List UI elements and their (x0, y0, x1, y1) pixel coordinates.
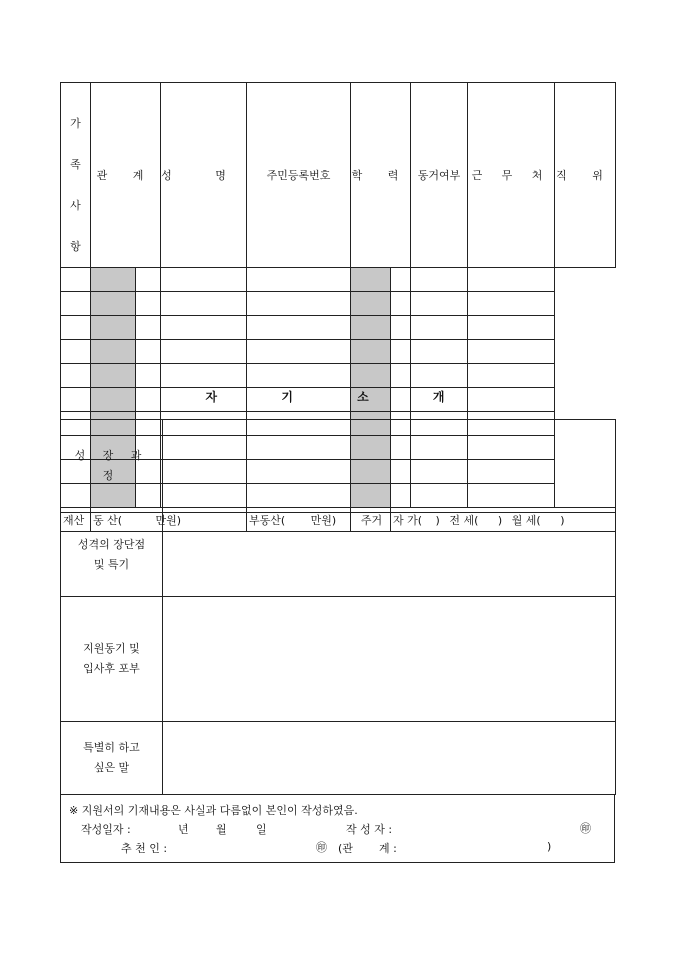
family-cell-cohabiting[interactable] (391, 292, 411, 316)
family-cell-workplace[interactable] (411, 364, 468, 388)
family-cell-education[interactable] (247, 268, 351, 292)
header-cohabiting: 동거여부 (411, 83, 468, 268)
intro-field-growth[interactable] (163, 420, 616, 513)
family-cell-relation[interactable] (61, 268, 91, 292)
family-cell-education[interactable] (247, 364, 351, 388)
family-cell-workplace[interactable] (411, 340, 468, 364)
declaration-note: ※ 지원서의 기재내용은 사실과 다름없이 본인이 작성하였음. (69, 804, 358, 817)
own-close: ) (435, 513, 440, 527)
family-row (61, 292, 616, 316)
intro-label-motivation (61, 597, 163, 722)
family-cell-education-gray (351, 340, 391, 364)
intro-row-motivation (61, 597, 616, 722)
family-header-row (61, 83, 616, 268)
real-estate-label: 부동산( (249, 513, 286, 527)
label-line: 싶은 말 (93, 761, 130, 774)
family-cell-relation-gray (91, 340, 136, 364)
family-cell-position[interactable] (468, 364, 555, 388)
self-intro-title: 자 기 소 개 (205, 390, 475, 404)
family-cell-relation[interactable] (61, 292, 91, 316)
relation-label-2: 계 : (379, 842, 397, 855)
header-workplace: 근 무 처 (468, 83, 555, 268)
family-cell-name[interactable] (136, 268, 161, 292)
label-line: 지원동기 및 (83, 642, 140, 655)
intro-row-remarks (61, 722, 616, 795)
jeonse-option: 전 세( (449, 513, 479, 527)
family-cell-id-number[interactable] (161, 268, 247, 292)
self-intro-table (60, 419, 616, 795)
recommender-label: 추 천 인 : (121, 842, 168, 855)
family-cell-education[interactable] (247, 292, 351, 316)
family-cell-relation[interactable] (61, 364, 91, 388)
label-line: 성격의 장단점 (77, 537, 146, 551)
family-row (61, 364, 616, 388)
relation-close: ) (547, 840, 552, 853)
family-cell-relation-gray (91, 292, 136, 316)
side-char: 항 (70, 240, 81, 253)
monthly-option: 월 세( (511, 513, 541, 527)
header-id-number: 주민등록번호 (247, 83, 351, 268)
family-cell-id-number[interactable] (161, 316, 247, 340)
writer-seal: ㊞ (580, 822, 591, 835)
side-char: 족 (70, 158, 81, 171)
intro-row-personality (61, 513, 616, 597)
family-cell-cohabiting[interactable] (391, 364, 411, 388)
family-cell-education[interactable] (247, 316, 351, 340)
family-cell-workplace[interactable] (411, 292, 468, 316)
family-cell-name[interactable] (136, 316, 161, 340)
family-cell-name[interactable] (136, 364, 161, 388)
family-cell-relation[interactable] (61, 316, 91, 340)
year-label: 년 (178, 823, 189, 836)
family-cell-workplace[interactable] (411, 316, 468, 340)
intro-row-growth (61, 420, 616, 513)
day-label: 일 (256, 823, 267, 836)
family-cell-id-number[interactable] (161, 364, 247, 388)
movable-unit: 만원) (155, 513, 182, 527)
family-row (61, 316, 616, 340)
month-label: 월 (216, 823, 227, 836)
real-estate-unit: 만원) (310, 513, 337, 527)
side-char: 사 (70, 199, 81, 212)
jeonse-close: ) (497, 513, 503, 527)
intro-label-growth (61, 420, 163, 513)
family-side-label (61, 83, 91, 268)
family-cell-education-gray (351, 268, 391, 292)
family-cell-workplace[interactable] (411, 268, 468, 292)
family-cell-position[interactable] (468, 340, 555, 364)
family-cell-education-gray (351, 316, 391, 340)
label-line: 입사후 포부 (83, 662, 140, 675)
family-cell-cohabiting[interactable] (391, 340, 411, 364)
housing-label: 주거 (351, 508, 391, 532)
intro-field-remarks[interactable] (163, 722, 616, 795)
family-cell-name[interactable] (136, 340, 161, 364)
intro-label-personality (61, 513, 163, 597)
family-cell-id-number[interactable] (161, 340, 247, 364)
family-row (61, 268, 616, 292)
family-row (61, 340, 616, 364)
property-label: 재산 (61, 508, 91, 532)
header-relation: 관 계 (91, 83, 161, 268)
family-cell-position[interactable] (468, 316, 555, 340)
family-cell-relation-gray (91, 316, 136, 340)
family-cell-relation-gray (91, 268, 136, 292)
date-label: 작성일자 : (81, 823, 131, 836)
intro-field-motivation[interactable] (163, 597, 616, 722)
label-line: 특별히 하고 (83, 741, 140, 754)
writer-label: 작 성 자 : (346, 823, 393, 836)
header-name: 성 명 (161, 83, 247, 268)
relation-label: (관 (338, 842, 353, 855)
label-line: 및 특기 (93, 557, 130, 571)
movable-label: 동 산( (93, 513, 123, 527)
family-cell-name[interactable] (136, 292, 161, 316)
family-cell-relation-gray (91, 364, 136, 388)
family-cell-education-gray (351, 364, 391, 388)
header-education: 학 력 (351, 83, 411, 268)
family-cell-cohabiting[interactable] (391, 268, 411, 292)
own-option: 자 가( (393, 513, 423, 527)
declaration-footer (60, 794, 615, 863)
family-cell-id-number[interactable] (161, 292, 247, 316)
family-cell-position[interactable] (468, 292, 555, 316)
family-cell-cohabiting[interactable] (391, 316, 411, 340)
intro-label-remarks (61, 722, 163, 795)
label-line: 성 장 과 정 (74, 449, 149, 482)
side-char: 가 (70, 117, 81, 130)
family-cell-relation[interactable] (61, 340, 91, 364)
intro-field-personality[interactable] (163, 513, 616, 597)
family-cell-education-gray (351, 292, 391, 316)
family-cell-education[interactable] (247, 340, 351, 364)
family-cell-position[interactable] (468, 268, 555, 292)
recommender-seal: ㊞ (316, 841, 327, 854)
monthly-close: ) (560, 513, 565, 527)
header-position: 직 위 (555, 83, 616, 268)
